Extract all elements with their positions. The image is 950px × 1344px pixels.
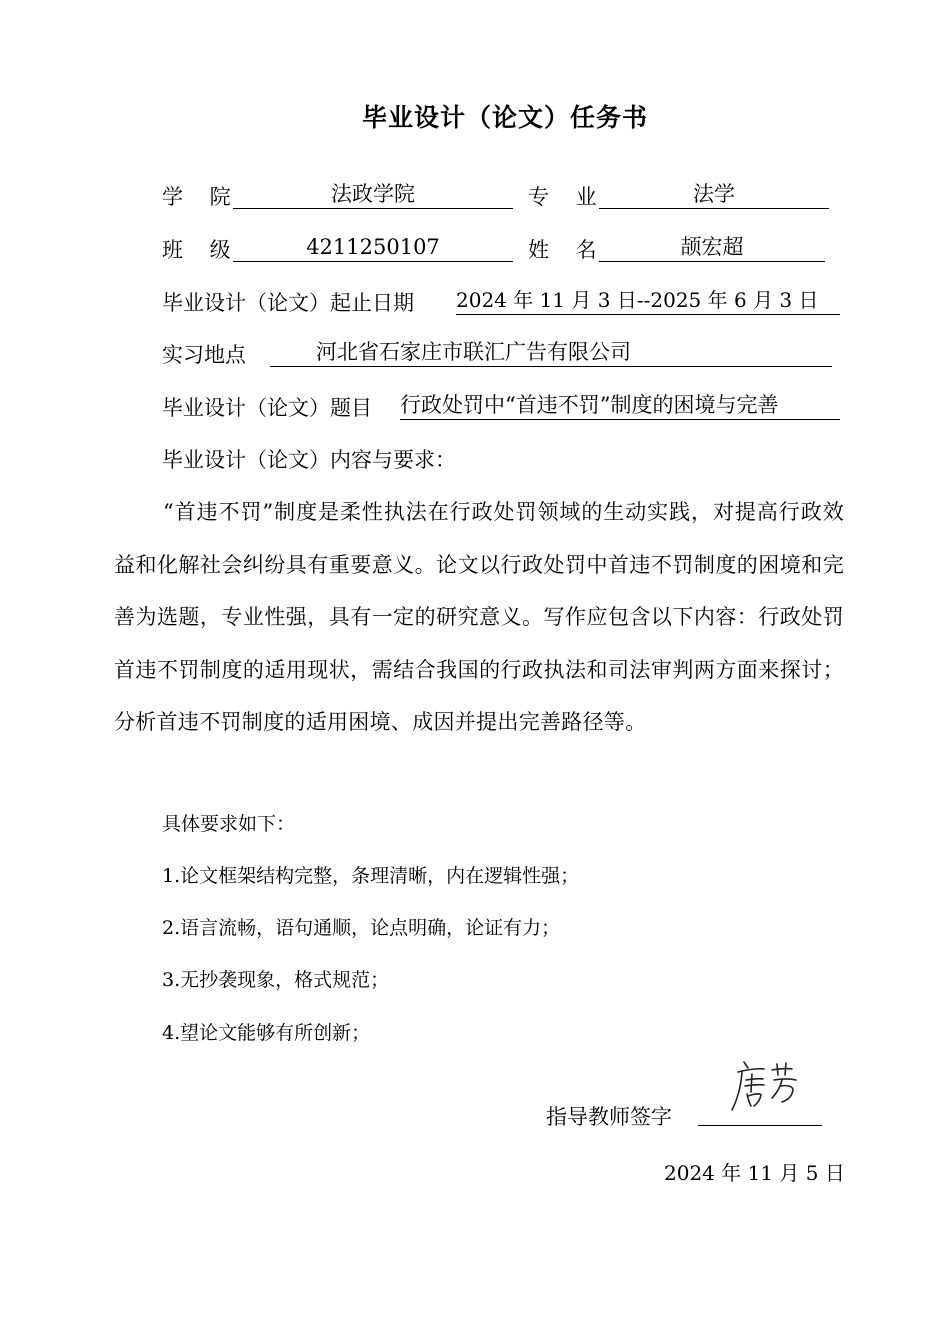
document-title: 毕业设计（论文）任务书 [361,103,648,132]
requirement-item: 2.语言流畅，语句通顺，论点明确，论证有力； [162,917,561,939]
requirement-item: 1.论文框架结构完整，条理清晰，内在逻辑性强； [162,865,580,887]
class-value: 4211250107 [306,235,440,259]
college-value: 法政学院 [331,182,415,206]
date-range-value: 2024 年 11 月 3 日--2025 年 6 月 3 日 [456,288,819,312]
class-label: 班 级 [162,238,241,262]
requirements-heading: 具体要求如下： [162,813,296,835]
college-field [233,180,513,209]
class-field [233,233,513,262]
date-field [456,286,840,315]
topic-value: 行政处罚中“首违不罚”制度的困境与完善 [400,393,779,417]
content-label: 毕业设计（论文）内容与要求： [162,448,456,472]
name-field [599,233,825,262]
supervisor-label: 指导教师签字 [546,1105,672,1129]
topic-label: 毕业设计（论文）题目 [162,396,372,420]
requirement-item: 4.望论文能够有所创新； [162,1022,371,1044]
name-label: 姓 名 [528,238,607,262]
major-field [599,180,829,209]
topic-field [400,391,840,420]
sign-date: 2024 年 11 月 5 日 [664,1161,845,1185]
content-paragraph: “首违不罚”制度是柔性执法在行政处罚领域的生动实践，对提高行政效益和化解社会纠纷具有重要意义。论文以行政处罚中首违不罚制度的困境和完善为选题，专业性强，具有一定的研究意义。写作应包含以下内容：行政处罚首违不罚制度的适用现状，需结合我国的行政执法和司法审判两方面来探讨；分析首违不罚制度的适用困境、成因并提出完善路径等。 [114,500,844,734]
location-value: 河北省石家庄市联汇广告有限公司 [316,340,631,364]
requirement-item: 3.无抄袭现象，格式规范； [162,969,390,991]
location-field [270,338,832,367]
signature-line [698,1125,822,1126]
supervisor-signature [730,1056,802,1118]
date-label: 毕业设计（论文）起止日期 [162,291,414,315]
college-label: 学 院 [162,185,241,209]
major-label: 专 业 [528,185,607,209]
student-name-value: 颉宏超 [680,235,744,259]
location-label: 实习地点 [162,343,246,367]
major-value: 法学 [693,182,735,206]
